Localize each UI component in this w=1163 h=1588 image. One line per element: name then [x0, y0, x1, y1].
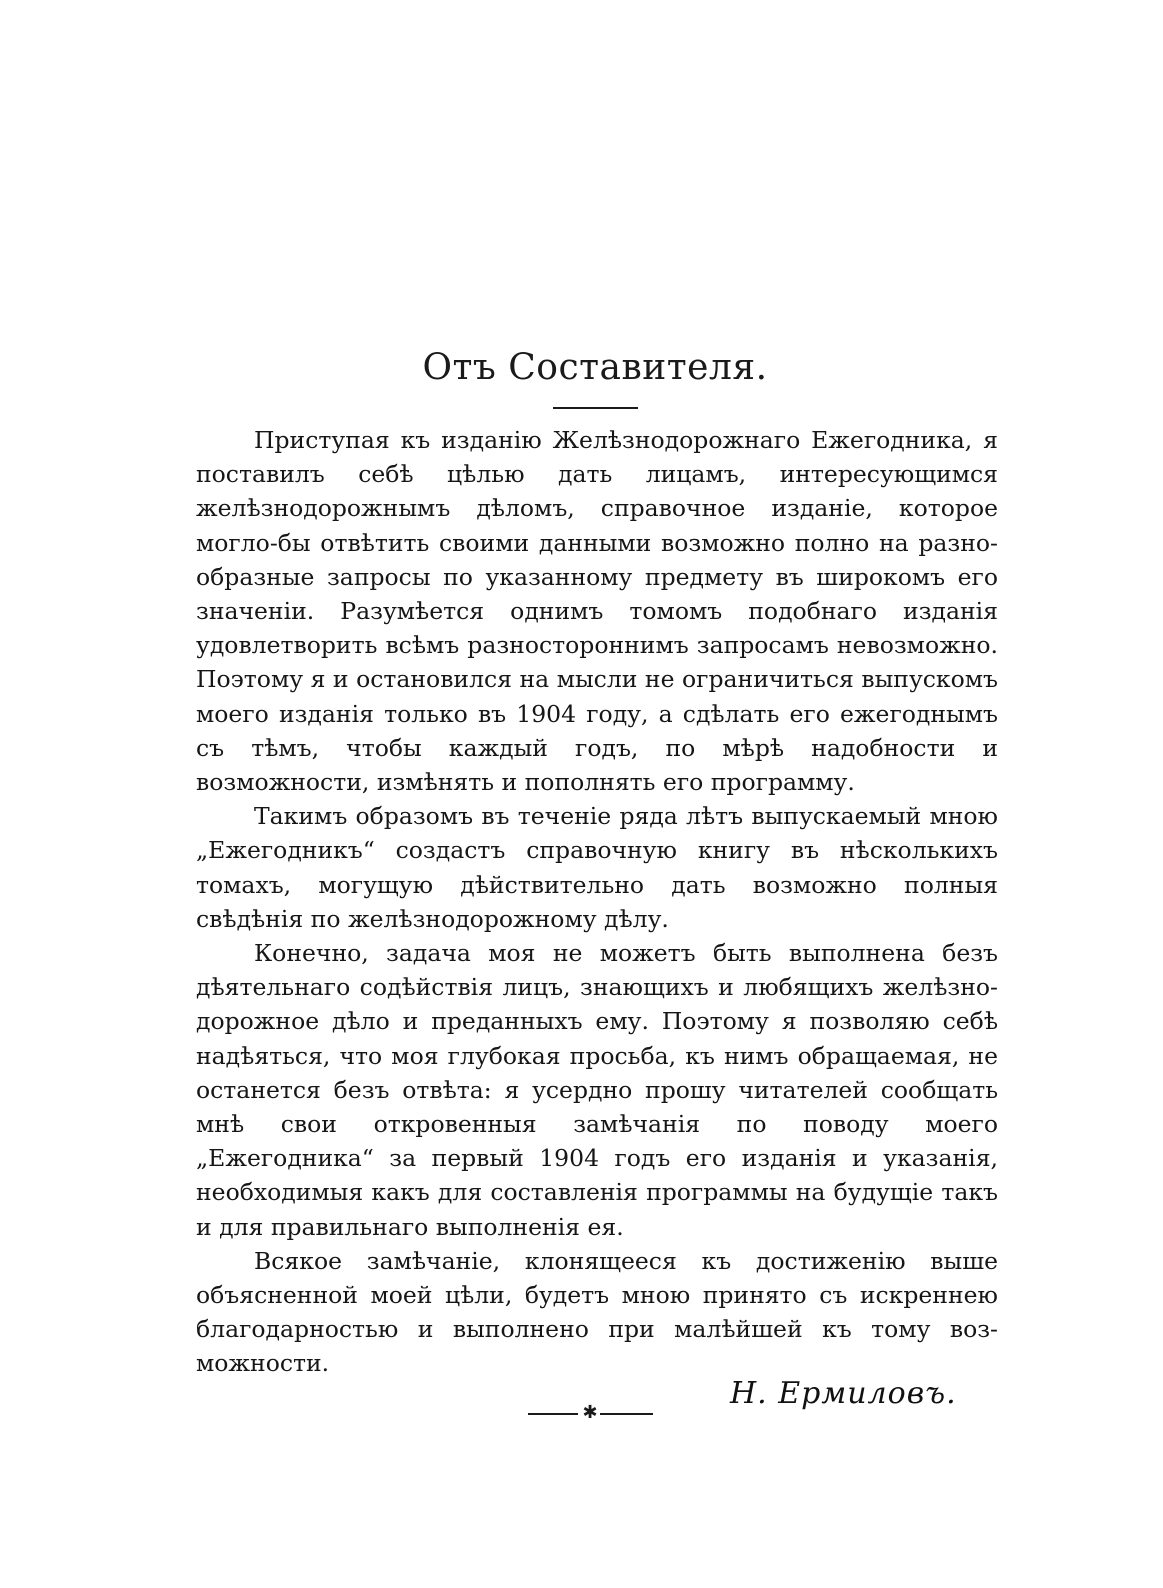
title-divider — [553, 407, 638, 409]
paragraph-2: Такимъ образомъ въ теченіе ряда лѣтъ выпускаемый мною „Ежегодникъ“ создастъ справочную книгу въ нѣсколькихъ томахъ, могущую дѣйствительно дать возможно полныя свѣдѣнія по желѣзнодорожному дѣлу. — [196, 802, 998, 933]
page-title: Отъ Составителя. — [422, 347, 768, 388]
author-signature: Н. Ермиловъ. — [730, 1376, 957, 1411]
paragraph-3: Конечно, задача моя не можетъ быть выполнена безъ дѣятельнаго содѣйствія лицъ, знающихъ и любящихъ желѣзнодорожное дѣло и преданныхъ ему. Поэтому я позволяю себѣ надѣяться, что моя глубокая просьба, къ нимъ обращаемая, не останется безъ отвѣта: я усердно прошу читателей сообщать мнѣ свои откровенныя замѣчанія по поводу моего „Ежегодника“ за первый 1904 годъ его изданія и указанія, необходимыя какъ для составленія программы на будущіе такъ и для правильнаго выполненія ея. — [196, 939, 998, 1241]
paragraph-1: Приступая къ изданію Желѣзнодорожнаго Ежегодника, я поставилъ себѣ цѣлью дать лицамъ, интересующимся желѣзнодорожнымъ дѣломъ, справочное изданіе, которое могло-бы отвѣтить своими данными возможно полно на разнообразные запросы по указанному предмету въ широкомъ его значеніи. Разумѣется однимъ томомъ подобнаго изданія удовлетворить всѣмъ разностороннимъ запросамъ невозможно. Поэтому я и остановился на мысли не ограничиться выпускомъ моего изданія только въ 1904 году, а сдѣлать его ежегоднымъ съ тѣмъ, чтобы каждый годъ, по мѣрѣ надобности и возможности, измѣнять и пополнять его программу. — [196, 426, 998, 797]
ornament-rule-left — [528, 1413, 578, 1415]
paragraph-4: Всякое замѣчаніе, клонящееся къ достиженію выше объясненной моей цѣли, будетъ мною принято съ искреннею благодарностью и выполнено при малѣйшей къ тому возможности. — [196, 1246, 998, 1378]
ornament-rule-right — [600, 1413, 653, 1415]
preface-body — [196, 423, 998, 1381]
end-ornament — [528, 1404, 653, 1424]
asterism-icon: ✱ — [582, 1402, 598, 1423]
